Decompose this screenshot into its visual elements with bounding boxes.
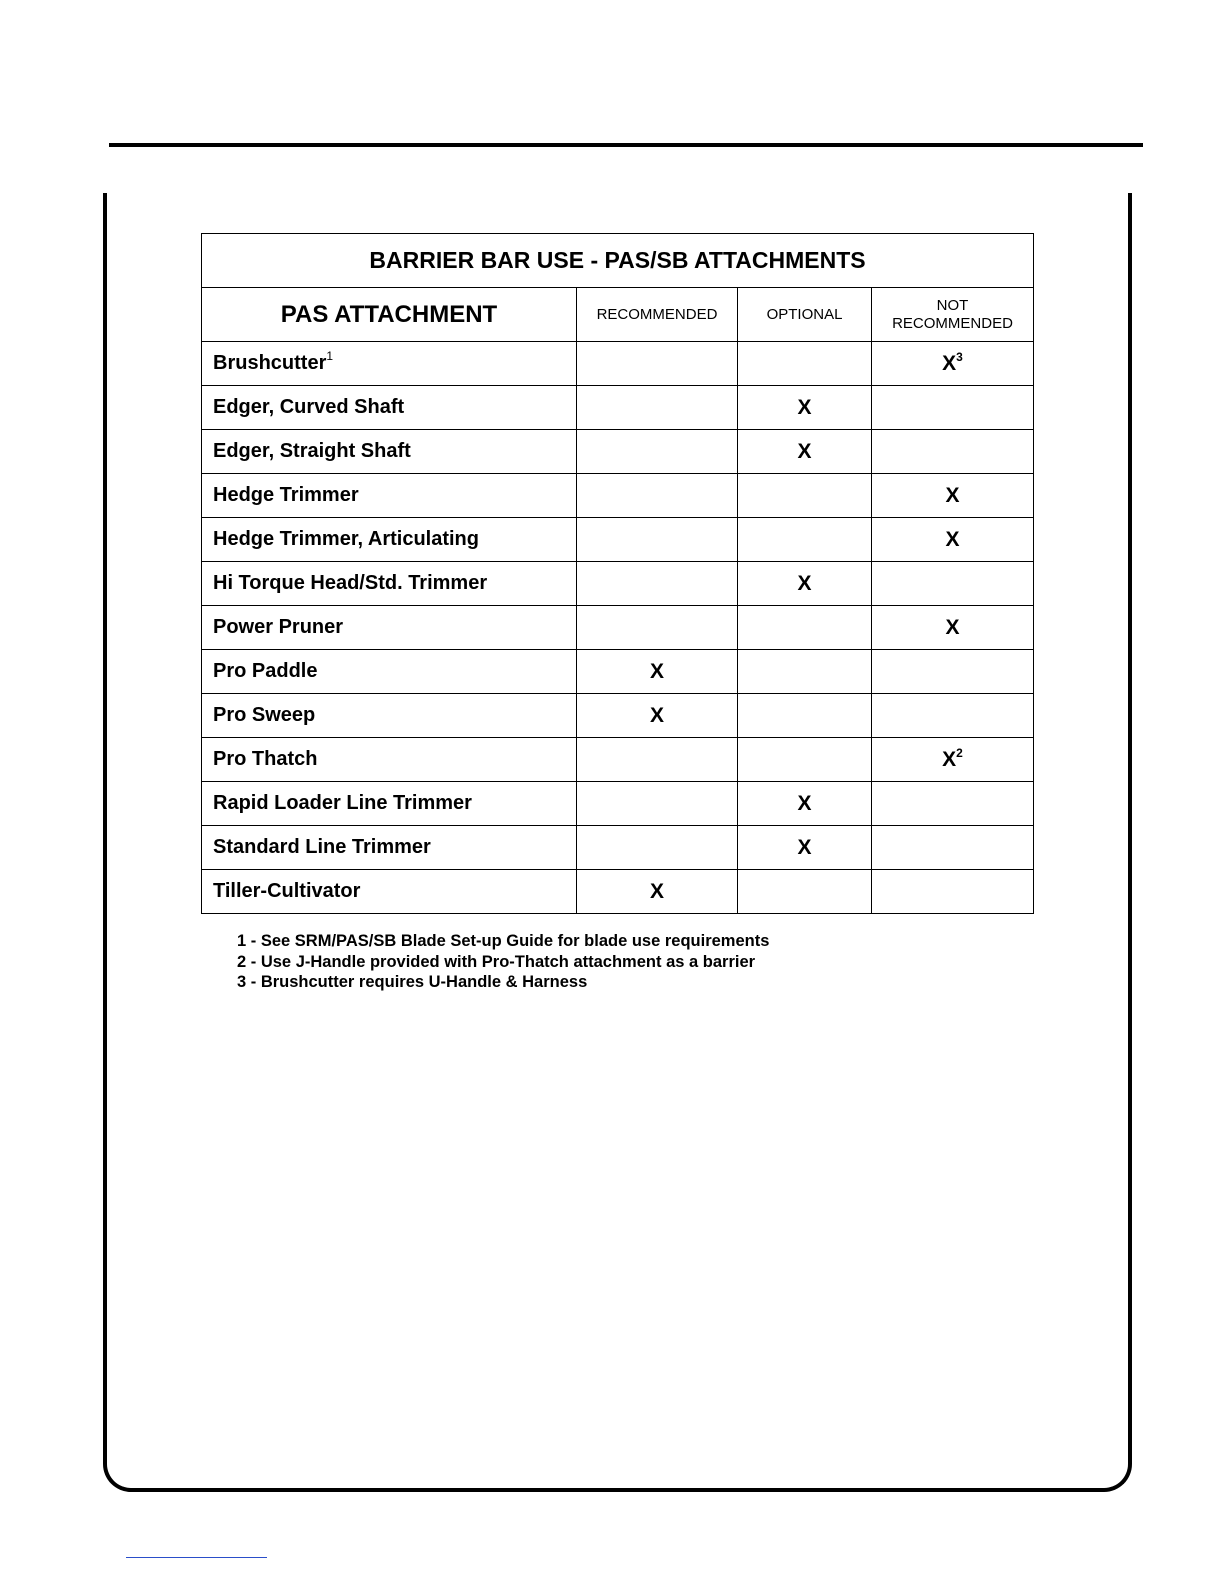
table-row bbox=[202, 518, 1034, 562]
header-optional: OPTIONAL bbox=[738, 288, 872, 342]
cell-recommended bbox=[577, 738, 738, 782]
cell-recommended bbox=[577, 474, 738, 518]
footnote: 1 - See SRM/PAS/SB Blade Set-up Guide for blade use requirements bbox=[237, 932, 770, 950]
attachment-name-text: Hi Torque Head/Std. Trimmer bbox=[213, 572, 488, 594]
cell-optional bbox=[738, 870, 872, 914]
mark: X bbox=[797, 439, 812, 463]
cell-recommended bbox=[577, 650, 738, 694]
cell-recommended bbox=[577, 782, 738, 826]
cell-not-recommended bbox=[872, 694, 1034, 738]
mark: X bbox=[797, 395, 812, 419]
header-recommended: RECOMMENDED bbox=[577, 288, 738, 342]
attachment-name-text: Hedge Trimmer, Articulating bbox=[213, 528, 479, 550]
top-rule bbox=[109, 143, 1143, 147]
cell-not-recommended bbox=[872, 518, 1034, 562]
attachment-name-text: Edger, Curved Shaft bbox=[213, 396, 405, 418]
attachment-name bbox=[202, 342, 577, 386]
mark: X bbox=[945, 615, 960, 639]
cell-recommended bbox=[577, 518, 738, 562]
cell-recommended bbox=[577, 430, 738, 474]
attachment-name-text: Standard Line Trimmer bbox=[213, 836, 431, 858]
attachment-name-text: Edger, Straight Shaft bbox=[213, 440, 411, 462]
cell-optional bbox=[738, 518, 872, 562]
mark: X bbox=[797, 835, 812, 859]
table-row bbox=[202, 782, 1034, 826]
cell-not-recommended bbox=[872, 386, 1034, 430]
table-row bbox=[202, 870, 1034, 914]
attachment-name-text: Rapid Loader Line Trimmer bbox=[213, 792, 472, 814]
table-row bbox=[202, 738, 1034, 782]
mark: X bbox=[797, 571, 812, 595]
cell-recommended bbox=[577, 562, 738, 606]
mark: X bbox=[649, 659, 664, 683]
attachment-name-text: Pro Paddle bbox=[213, 660, 318, 682]
header-not-recommended bbox=[872, 288, 1034, 342]
attachment-name-text: Brushcutter bbox=[213, 352, 327, 374]
attachment-name-text: Pro Thatch bbox=[213, 748, 318, 770]
footnote: 3 - Brushcutter requires U-Handle & Harness bbox=[237, 973, 588, 991]
cell-recommended bbox=[577, 386, 738, 430]
cell-not-recommended bbox=[872, 826, 1034, 870]
cell-not-recommended bbox=[872, 870, 1034, 914]
header-not-recommended-line2: RECOMMENDED bbox=[892, 314, 1013, 332]
table-row bbox=[202, 650, 1034, 694]
cell-not-recommended bbox=[872, 430, 1034, 474]
cell-optional bbox=[738, 562, 872, 606]
footnote-ref: 1 bbox=[326, 349, 334, 363]
mark: X bbox=[797, 791, 812, 815]
table-row bbox=[202, 694, 1034, 738]
cell-optional bbox=[738, 650, 872, 694]
table-row bbox=[202, 342, 1034, 386]
attachment-name-text: Tiller-Cultivator bbox=[213, 880, 361, 902]
cell-not-recommended bbox=[872, 782, 1034, 826]
attachment-name bbox=[202, 650, 577, 694]
cell-not-recommended bbox=[872, 342, 1034, 386]
footnote-ref: 3 bbox=[956, 349, 963, 364]
attachment-name bbox=[202, 606, 577, 650]
header-not-recommended-line1: NOT bbox=[936, 296, 969, 314]
attachment-name bbox=[202, 518, 577, 562]
table-row bbox=[202, 430, 1034, 474]
cell-optional bbox=[738, 342, 872, 386]
barrier-bar-table bbox=[201, 233, 1034, 914]
cell-not-recommended bbox=[872, 606, 1034, 650]
mark: X bbox=[649, 879, 664, 903]
attachment-name-text: Hedge Trimmer bbox=[213, 484, 359, 506]
header-row bbox=[202, 288, 1034, 342]
cell-optional bbox=[738, 430, 872, 474]
cell-not-recommended bbox=[872, 650, 1034, 694]
footnotes bbox=[237, 931, 769, 993]
cell-not-recommended bbox=[872, 562, 1034, 606]
attachment-name-text: Pro Sweep bbox=[213, 704, 316, 726]
cell-recommended bbox=[577, 826, 738, 870]
table-row bbox=[202, 606, 1034, 650]
attachment-name bbox=[202, 386, 577, 430]
cell-not-recommended bbox=[872, 474, 1034, 518]
table-row bbox=[202, 386, 1034, 430]
table-row bbox=[202, 474, 1034, 518]
mark: X bbox=[945, 527, 960, 551]
cell-optional bbox=[738, 386, 872, 430]
mark: X bbox=[649, 703, 664, 727]
footnote-ref: 2 bbox=[956, 745, 963, 760]
attachment-name bbox=[202, 430, 577, 474]
mark: X bbox=[945, 483, 960, 507]
attachment-name bbox=[202, 870, 577, 914]
footnote: 2 - Use J-Handle provided with Pro-Thatch attachment as a barrier bbox=[237, 952, 756, 971]
header-pas-attachment: PAS ATTACHMENT bbox=[202, 288, 577, 342]
cell-optional bbox=[738, 606, 872, 650]
attachment-name bbox=[202, 738, 577, 782]
table-title: BARRIER BAR USE - PAS/SB ATTACHMENTS bbox=[202, 234, 1034, 288]
attachment-name bbox=[202, 562, 577, 606]
table-row bbox=[202, 826, 1034, 870]
attachment-name bbox=[202, 826, 577, 870]
cell-optional bbox=[738, 782, 872, 826]
attachment-name-text: Power Pruner bbox=[213, 616, 344, 638]
cell-optional bbox=[738, 694, 872, 738]
cell-optional bbox=[738, 738, 872, 782]
cell-not-recommended bbox=[872, 738, 1034, 782]
table-row bbox=[202, 562, 1034, 606]
link-underline bbox=[126, 1557, 267, 1558]
cell-recommended bbox=[577, 694, 738, 738]
mark: X bbox=[942, 351, 957, 375]
mark: X bbox=[942, 747, 957, 771]
attachment-name bbox=[202, 694, 577, 738]
cell-optional bbox=[738, 474, 872, 518]
cell-recommended bbox=[577, 606, 738, 650]
attachment-name bbox=[202, 474, 577, 518]
cell-recommended bbox=[577, 870, 738, 914]
attachment-name bbox=[202, 782, 577, 826]
cell-recommended bbox=[577, 342, 738, 386]
cell-optional bbox=[738, 826, 872, 870]
